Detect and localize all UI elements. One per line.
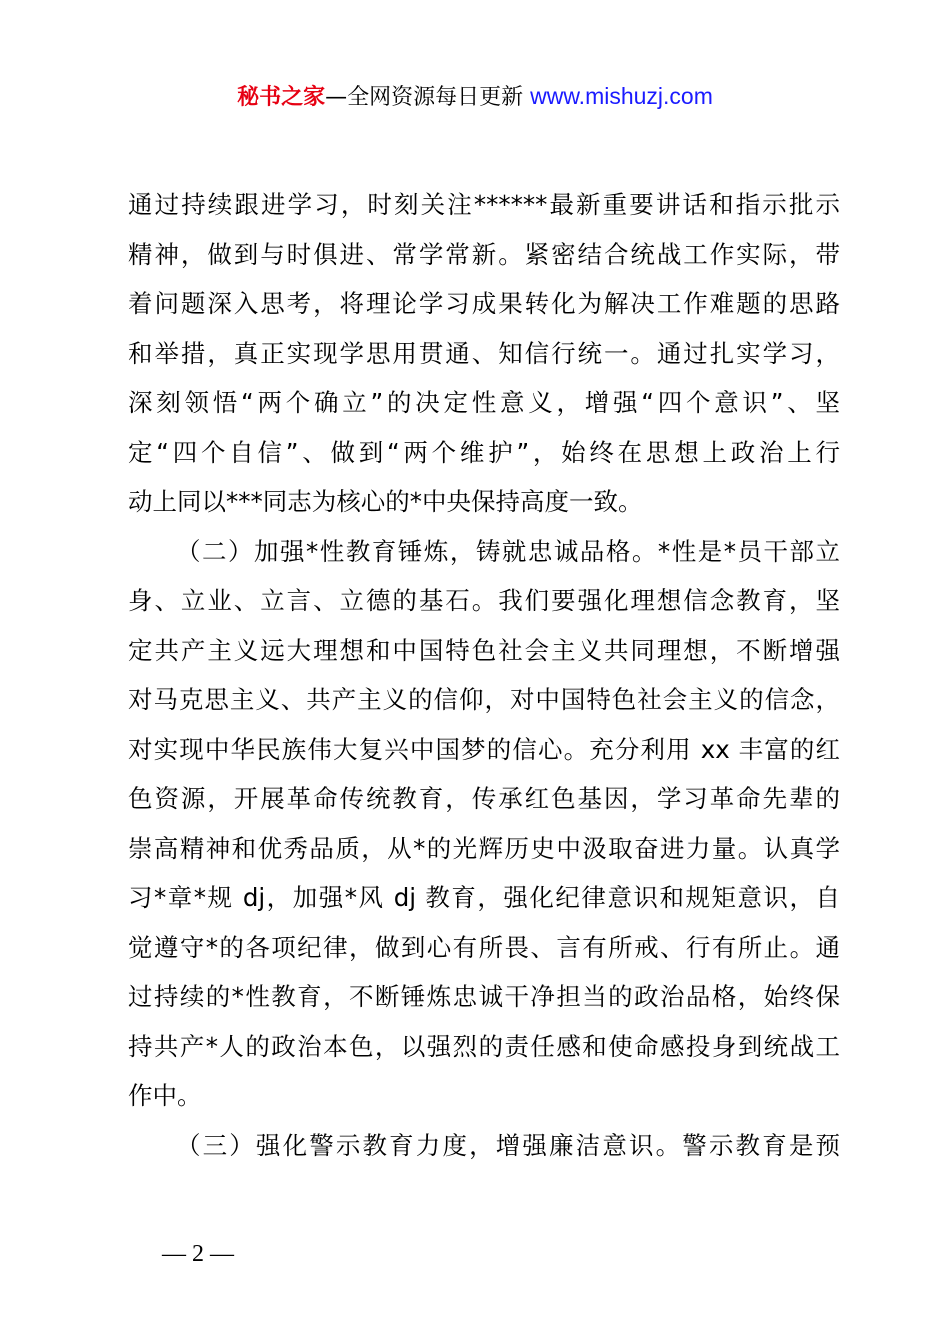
paragraph-line: 通过持续跟进学习，时刻关注******最新重要讲话和指示批示 bbox=[128, 190, 840, 219]
paragraph-line: 习*章*规 dj，加强*风 dj 教育，强化纪律意识和规矩意识，自 bbox=[128, 883, 840, 912]
site-header bbox=[0, 80, 950, 114]
paragraph-line: 着问题深入思考，将理论学习成果转化为解决工作难题的思路 bbox=[128, 289, 840, 318]
paragraph-line: 定“四个自信”、做到“两个维护”，始终在思想上政治上行 bbox=[128, 437, 840, 467]
paragraph-line: 过持续的*性教育，不断锤炼忠诚干净担当的政治品格，始终保 bbox=[128, 982, 840, 1011]
paragraph-line: 色资源，开展革命传统教育，传承红色基因，学习革命先辈的 bbox=[128, 784, 840, 813]
site-brand: 秘书之家 bbox=[237, 85, 326, 110]
section-heading-line: （二）加强*性教育锤炼，铸就忠诚品格。*性是*员干部立 bbox=[176, 536, 840, 566]
paragraph-line: 和举措，真正实现学思用贯通、知信行统一。通过扎实学习， bbox=[128, 338, 840, 368]
paragraph-line: 持共产*人的政治本色，以强烈的责任感和使命感投身到统战工 bbox=[128, 1031, 840, 1061]
page-number: — 2 — bbox=[162, 1241, 234, 1267]
paragraph-line: 定共产主义远大理想和中国特色社会主义共同理想，不断增强 bbox=[128, 635, 840, 665]
site-url-link[interactable]: www.mishuzj.com bbox=[530, 83, 713, 109]
paragraph-line: 觉遵守*的各项纪律，做到心有所畏、言有所戒、行有所止。通 bbox=[128, 932, 840, 962]
document-body bbox=[128, 180, 840, 1170]
paragraph-line: 对马克思主义、共产主义的信仰，对中国特色社会主义的信念， bbox=[128, 685, 840, 714]
paragraph-line: 作中。 bbox=[128, 1081, 202, 1110]
paragraph-line: 动上同以***同志为核心的*中央保持高度一致。 bbox=[128, 487, 643, 516]
section-heading-line: （三）强化警示教育力度，增强廉洁意识。警示教育是预 bbox=[176, 1130, 840, 1160]
site-slogan: —全网资源每日更新 bbox=[325, 85, 531, 110]
paragraph-line: 对实现中华民族伟大复兴中国梦的信心。充分利用 xx 丰富的红 bbox=[128, 734, 840, 764]
paragraph-line: 深刻领悟“两个确立”的决定性意义，增强“四个意识”、坚 bbox=[128, 388, 840, 417]
paragraph-line: 崇高精神和优秀品质，从*的光辉历史中汲取奋进力量。认真学 bbox=[128, 833, 840, 863]
paragraph-line: 身、立业、立言、立德的基石。我们要强化理想信念教育，坚 bbox=[128, 586, 840, 615]
paragraph-line: 精神，做到与时俱进、常学常新。紧密结合统战工作实际，带 bbox=[128, 239, 840, 269]
